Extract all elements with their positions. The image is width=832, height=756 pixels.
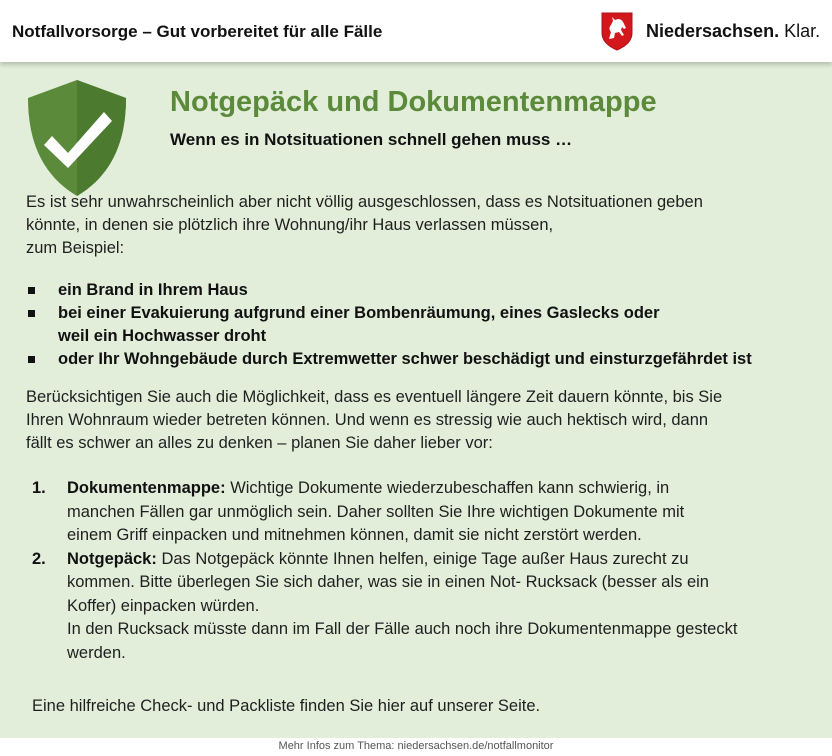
logo-suffix: Klar. (784, 20, 821, 41)
content-panel (0, 62, 832, 738)
intro-line: Es ist sehr unwahrscheinlich aber nicht völlig ausgeschlossen, dass es Notsituationen geben (26, 193, 703, 211)
item-text: Das Notgepäck könnte Ihnen helfen, einige Tage außer Haus zurecht zu (156, 549, 689, 568)
item-first-line (67, 548, 816, 572)
list-item (26, 279, 816, 302)
item-text: Wichtige Dokumente wiederzubeschaffen kann schwierig, in (225, 479, 670, 497)
numbered-item-dokumentenmappe (26, 477, 816, 548)
intro-line: könnte, in denen sie plötzlich ihre Wohnung/ihr Haus verlassen müssen, (26, 216, 554, 234)
list-item-line: bei einer Evakuierung aufgrund einer Bombenräumung, eines Gaslecks oder (58, 304, 660, 322)
list-item-line: weil ein Hochwasser droht (58, 327, 267, 345)
item-term: Dokumentenmappe: (67, 479, 226, 497)
item-line: Koffer) einpacken würden. (67, 596, 260, 615)
closing-text: Eine hilfreiche Check- und Packliste finden Sie hier auf unserer Seite. (32, 697, 541, 715)
example-list (26, 279, 816, 371)
paragraph-line: Berücksichtigen Sie auch die Möglichkeit, dass es eventuell längere Zeit dauern könnte, bis Sie (26, 388, 723, 406)
bullet-square-icon (28, 356, 35, 363)
intro-line: zum Beispiel: (26, 239, 125, 257)
item-term: Notgepäck: (67, 549, 157, 568)
logo-text: Niedersachsen. (646, 20, 780, 41)
item-line: einem Griff einpacken und mitnehmen können, damit sie nicht zerstört werden. (67, 526, 642, 544)
list-item-line: ein Brand in Ihrem Haus (58, 281, 248, 299)
paragraph-line: fällt es schwer an alles zu denken – planen Sie daher lieber vor: (26, 434, 493, 452)
shield-checkmark-icon (24, 76, 130, 200)
numbered-list (26, 477, 816, 665)
planning-paragraph (26, 386, 816, 455)
intro-paragraph (26, 191, 816, 260)
bullet-square-icon (28, 310, 35, 317)
item-number: 1. (32, 479, 46, 497)
list-item (26, 302, 816, 348)
paragraph-line: Ihren Wohnraum wieder betreten können. Und wenn es stressig wie auch hektisch wird, dann (26, 411, 709, 429)
footer-link[interactable]: Mehr Infos zum Thema: niedersachsen.de/notfallmonitor (278, 740, 554, 752)
page-subtitle: Wenn es in Notsituationen schnell gehen muss … (170, 130, 573, 149)
item-line: manchen Fällen gar unmöglich sein. Daher sollten Sie Ihre wichtigen Dokumente mit (67, 502, 685, 521)
lower-saxony-horse-crest-icon (600, 11, 634, 51)
item-first-line (67, 477, 816, 501)
item-line: kommen. Bitte überlegen Sie sich daher, was sie in einen Not- Rucksack (besser als ein (67, 573, 709, 591)
list-item (26, 348, 816, 371)
item-line: werden. (67, 643, 126, 662)
bullet-square-icon (28, 287, 35, 294)
list-item-line: oder Ihr Wohngebäude durch Extremwetter schwer beschädigt und einsturzgefährdet ist (58, 350, 752, 368)
logo-wordmark (646, 21, 820, 42)
page-title: Notgepäck und Dokumentenmappe (170, 86, 657, 118)
niedersachsen-logo[interactable] (600, 10, 820, 52)
header-bar (0, 0, 832, 62)
item-number: 2. (32, 549, 46, 568)
numbered-item-notgepaeck (26, 548, 816, 666)
header-title: Notfallvorsorge – Gut vorbereitet für alle Fälle (12, 22, 383, 41)
item-line: In den Rucksack müsste dann im Fall der Fälle auch noch ihre Dokumentenmappe gesteckt (67, 620, 738, 638)
